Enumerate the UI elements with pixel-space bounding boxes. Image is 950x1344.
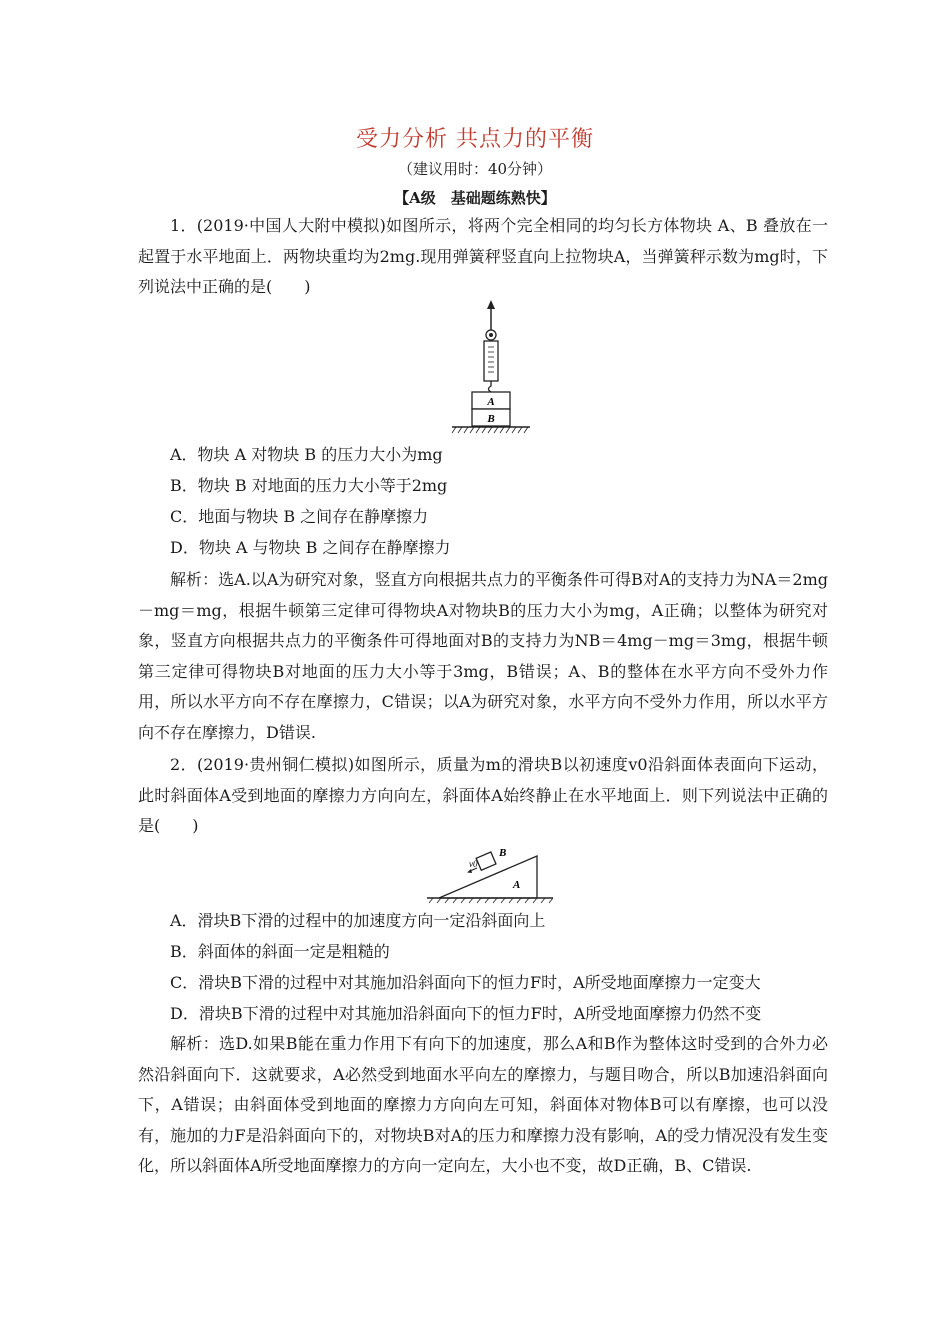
q1-option-a: A．物块 A 对物块 B 的压力大小为mg: [170, 445, 443, 464]
scale-ring-center: [489, 333, 493, 337]
block-b2: [476, 852, 496, 870]
velocity-arrow-head: [467, 869, 472, 873]
block-b-label: B: [487, 413, 495, 425]
pull-arrow-head: [487, 300, 495, 309]
q1-option-d: D．物块 A 与物块 B 之间存在静摩擦力: [170, 538, 451, 557]
block-b2-label: B: [499, 847, 507, 859]
q1-option-b: B．物块 B 对地面的压力大小等于2mg: [170, 476, 448, 495]
block-a-label: A: [487, 396, 495, 408]
velocity-label: v0: [469, 859, 478, 869]
page-title: 受力分析 共点力的平衡: [356, 127, 594, 152]
q1-analysis: 解析：选A.以A为研究对象，竖直方向根据共点力的平衡条件可得B对A的支持力为NA＝2mg－mg＝mg，根据牛顿第三定律可得物块A对物块B的压力大小为mg，A正确；以整体为研究对象，竖直方向根据共点力的平衡条件可得地面对B的支持力为NB＝4mg－mg＝3mg，根据牛顿第三定律可得物块B对地面的压力大小等于3mg，B错误；A、B的整体在水平方向不受外力作用，所以水平方向不存在摩擦力，C错误；以A为研究对象，水平方向不受外力作用，所以水平方向不存在摩擦力，D错误.: [138, 570, 828, 742]
q2-option-c: C．滑块B下滑的过程中对其施加沿斜面向下的恒力F时，A所受地面摩擦力一定变大: [170, 973, 761, 992]
q2-option-d: D．滑块B下滑的过程中对其施加沿斜面向下的恒力F时，A所受地面摩擦力仍然不变: [170, 1004, 762, 1023]
q2-option-b: B．斜面体的斜面一定是粗糙的: [170, 942, 390, 961]
q2-stem: 2．(2019·贵州铜仁模拟)如图所示，质量为m的滑块B以初速度v0沿斜面体表面向下运动，此时斜面体A受到地面的摩擦力方向向左，斜面体A始终静止在水平地面上．则下列说法中正确的是( ): [138, 755, 828, 835]
ground-hatch: [452, 427, 528, 433]
q1-option-c: C．地面与物块 B 之间存在静摩擦力: [170, 507, 429, 526]
incline-a-label: A: [513, 879, 521, 891]
q2-analysis: 解析：选D.如果B能在重力作用下有向下的加速度，那么A和B作为整体这时受到的合外力必然沿斜面向下．这就要求，A必然受到地面水平向左的摩擦力，与题目吻合，所以B加速沿斜面向下，A错误；由斜面体受到地面的摩擦力方向向左可知，斜面体对物体B可以有摩擦，也可以没有，施加的力F是沿斜面向下的，对物块B对A的压力和摩擦力没有影响，A的受力情况没有发生变化，所以斜面体A所受地面摩擦力的方向一定向左，大小也不变，故D正确，B、C错误.: [138, 1034, 828, 1175]
time-suggestion: （建议用时：40分钟）: [397, 160, 553, 178]
level-heading: 【A级 基础题练熟快】: [394, 189, 556, 207]
scale-hook: [489, 381, 492, 392]
q1-stem: 1．(2019·中国人大附中模拟)如图所示，将两个完全相同的均匀长方体物块 A、B 叠放在一起置于水平地面上．两物块重均为2mg.现用弹簧秤竖直向上拉物块A，当弹簧秤示数为mg时，下列说法中正确的是( ): [138, 216, 828, 296]
q2-figure: [425, 840, 555, 904]
q2-option-a: A．滑块B下滑的过程中的加速度方向一定沿斜面向上: [170, 911, 546, 930]
q1-figure: [450, 300, 532, 440]
